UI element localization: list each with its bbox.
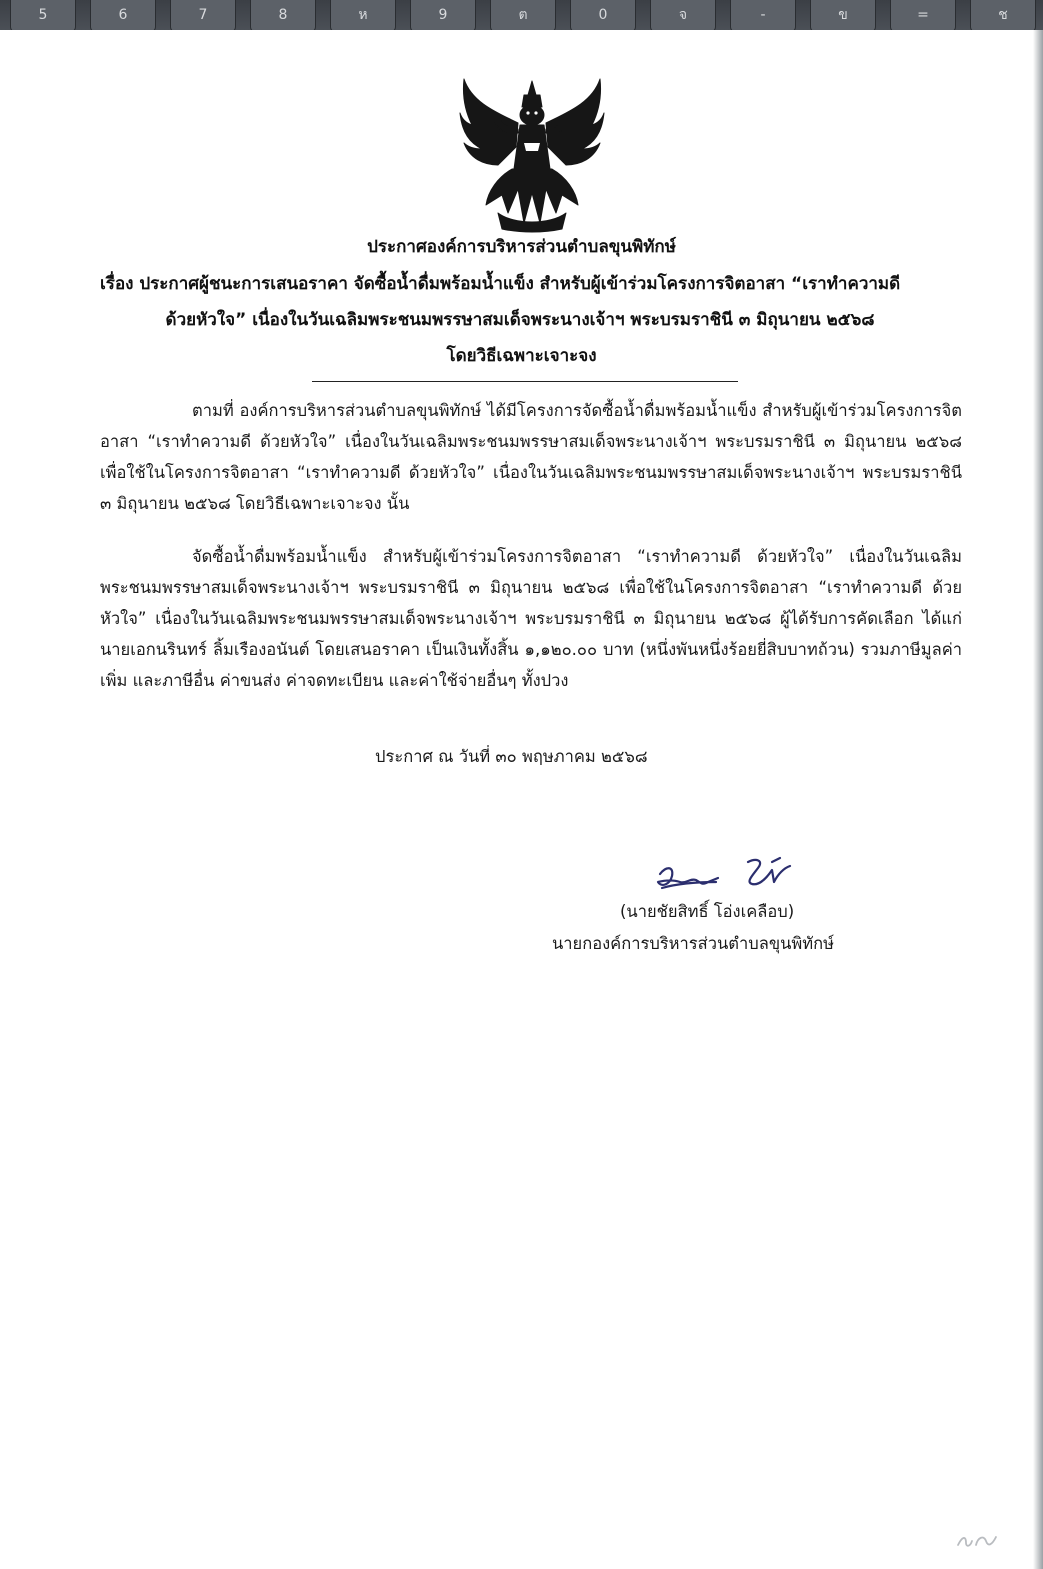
handwritten-page-mark	[952, 1527, 1002, 1551]
garuda-emblem-icon	[458, 73, 606, 233]
keyboard-key: 8	[250, 0, 316, 32]
keyboard-key: =	[890, 0, 956, 32]
document-subject	[100, 266, 960, 338]
keyboard-key: 9	[410, 0, 476, 32]
announcement-date: ประกาศ ณ วันที่ ๓๐ พฤษภาคม ๒๕๖๘	[375, 747, 648, 766]
body-paragraph-1: ตามที่ องค์การบริหารส่วนตำบลขุนพิทักษ์ ได้มีโครงการจัดซื้อน้ำดื่มพร้อมน้ำแข็ง สำหรับผู้เข้าร่วมโครงการจิตอาสา “เราทำความดี ด้วยหัวใจ” เนื่องในวันเฉลิมพระชนมพรรษาสมเด็จพระนางเจ้าฯ พระบรมราชินี ๓ มิถุนายน ๒๕๖๘ เพื่อใช้ในโครงการจิตอาสา “เราทำความดี ด้วยหัวใจ” เนื่องในวันเฉลิมพระชนมพรรษาสมเด็จพระนางเจ้าฯ พระบรมราชินี ๓ มิถุนายน ๒๕๖๘ โดยวิธีเฉพาะเจาะจง นั้น	[100, 401, 962, 513]
keyboard-key: ช	[970, 0, 1036, 32]
signer-position: นายกองค์การบริหารส่วนตำบลขุนพิทักษ์	[552, 934, 835, 953]
page-title: ประกาศองค์การบริหารส่วนตำบลขุนพิทักษ์	[367, 237, 676, 257]
keyboard-key: 6	[90, 0, 156, 32]
keyboard-key: 5	[10, 0, 76, 32]
document-page	[0, 30, 1043, 1569]
page-edge-shadow	[1033, 30, 1043, 1569]
keyboard-key: ห	[330, 0, 396, 32]
signer-name: (นายชัยสิทธิ์ โอ่งเคลือบ)	[620, 902, 795, 921]
procurement-method: โดยวิธีเฉพาะเจาะจง	[446, 346, 597, 366]
keyboard-key: 0	[570, 0, 636, 32]
keyboard-key: 7	[170, 0, 236, 32]
subject-line-1: เรื่อง ประกาศผู้ชนะการเสนอราคา จัดซื้อน้ำดื่มพร้อมน้ำแข็ง สำหรับผู้เข้าร่วมโครงการจิตอาสา “เราทำความดี	[100, 274, 901, 294]
keyboard-key: -	[730, 0, 796, 32]
keyboard-key: จ	[650, 0, 716, 32]
keyboard-key: ต	[490, 0, 556, 32]
keyboard-key: ข	[810, 0, 876, 32]
handwritten-signature	[652, 852, 802, 902]
body-paragraph-2: จัดซื้อน้ำดื่มพร้อมน้ำแข็ง สำหรับผู้เข้าร่วมโครงการจิตอาสา “เราทำความดี ด้วยหัวใจ” เนื่องในวันเฉลิมพระชนมพรรษาสมเด็จพระนางเจ้าฯ พระบรมราชินี ๓ มิถุนายน ๒๕๖๘ เพื่อใช้ในโครงการจิตอาสา “เราทำความดี ด้วยหัวใจ” เนื่องในวันเฉลิมพระชนมพรรษาสมเด็จพระนางเจ้าฯ พระบรมราชินี ๓ มิถุนายน ๒๕๖๘ ผู้ได้รับการคัดเลือก ได้แก่ นายเอกนรินทร์ ลิ้มเรืองอนันต์ โดยเสนอราคา เป็นเงินทั้งสิ้น ๑,๑๒๐.๐๐ บาท (หนึ่งพันหนึ่งร้อยยี่สิบบาทถ้วน) รวมภาษีมูลค่าเพิ่ม และภาษีอื่น ค่าขนส่ง ค่าจดทะเบียน และค่าใช้จ่ายอื่นๆ ทั้งปวง	[100, 547, 962, 690]
title-divider	[312, 381, 738, 382]
subject-line-2: ด้วยหัวใจ” เนื่องในวันเฉลิมพระชนมพรรษาสมเด็จพระนางเจ้าฯ พระบรมราชินี ๓ มิถุนายน ๒๕๖๘	[165, 310, 875, 330]
